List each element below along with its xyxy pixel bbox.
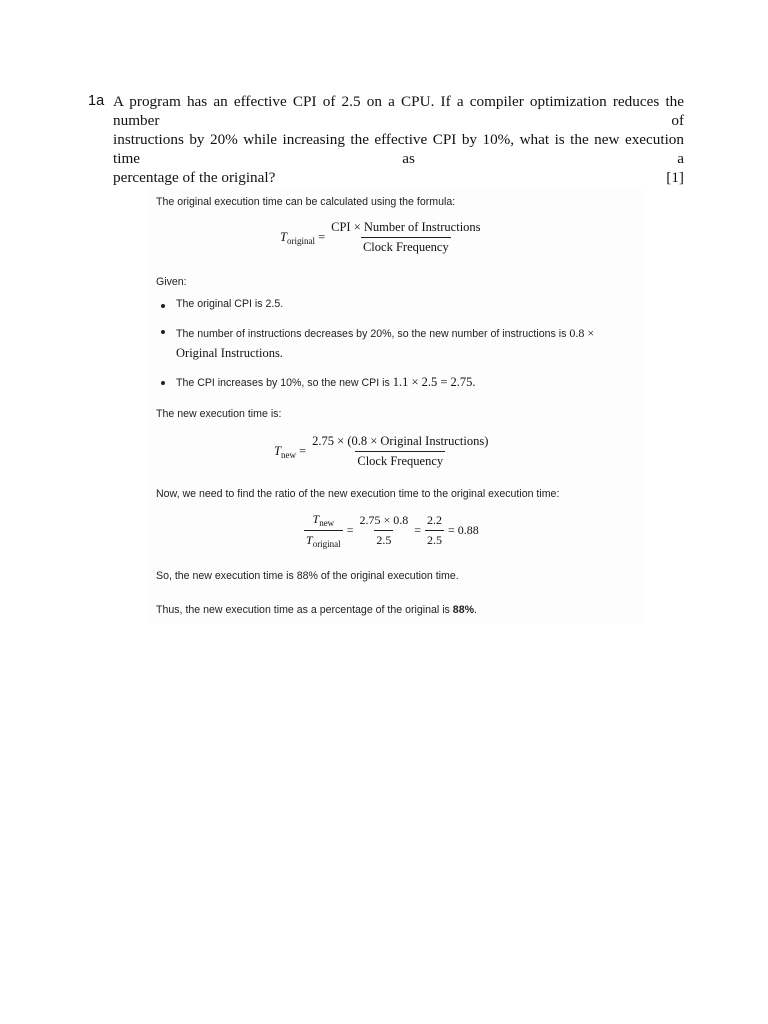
formula2-fraction — [310, 434, 490, 469]
question-line-2: instructions by 20% while increasing the effective CPI by 10%, what is the new execution time as a — [113, 131, 684, 167]
formula1-fraction — [329, 220, 482, 255]
formula3-simplified-fraction: $\frac{2.2}{2.5}$ — [427, 513, 443, 547]
given-item-instructions: The number of instructions decreases by 20%, so the new number of instructions is 0.8 × Original Instructions. — [158, 324, 594, 364]
final-answer-value: 88% — [452, 604, 474, 616]
conclusion-2: Thus, the new execution time as a percentage of the original is 88%. — [156, 604, 477, 616]
formula3-result: = 0.88 — [448, 523, 479, 537]
given-label: Given: — [156, 276, 187, 288]
question-text — [113, 92, 684, 187]
given-list — [158, 298, 594, 390]
formula2-denominator: Clock Frequency — [355, 451, 445, 469]
formula1-lhs: $T_{original}$ = — [280, 229, 326, 246]
conclusion-1: So, the new execution time is 88% of the original execution time. — [156, 570, 459, 582]
answer-intro: The original execution time can be calculated using the formula: — [156, 196, 456, 208]
question-block — [88, 92, 684, 187]
answer-block — [148, 186, 646, 624]
formula3-ratio-fraction: $\frac{T_{new}}{T_{original}}$ — [306, 512, 341, 549]
formula1-denominator: Clock Frequency — [361, 237, 451, 255]
formula-ratio: $\frac{T_{new}}{T_{original}}$ = $\frac{2.75 \times 0.8}{2.5}$ = $\frac{2.2}{2.5}$ = 0.88 — [306, 512, 479, 549]
question-line-3 — [113, 168, 684, 187]
question-line-1: A program has an effective CPI of 2.5 on a CPU. If a compiler optimization reduces the number of — [113, 93, 684, 129]
given-item-cpi: The original CPI is 2.5. — [158, 298, 594, 310]
formula2-lhs: $T_{new}$ = — [274, 443, 307, 460]
given-item-cpi-increase: The CPI increases by 10%, so the new CPI is 1.1 × 2.5 = 2.75. — [158, 375, 594, 390]
formula1-numerator: CPI × Number of Instructions — [331, 220, 481, 234]
question-number: 1a — [88, 93, 105, 109]
question-line-3-text: percentage of the original? — [113, 169, 276, 186]
formula2-numerator: 2.75 × (0.8 × Original Instructions) — [312, 434, 489, 448]
ratio-intro: Now, we need to find the ratio of the new execution time to the original execution time: — [156, 488, 560, 500]
question-marks: [1] — [666, 169, 684, 186]
formula-original-time — [280, 220, 487, 255]
formula3-product-fraction: $\frac{2.75 \times 0.8}{2.5}$ — [359, 513, 409, 547]
new-time-label: The new execution time is: — [156, 408, 282, 420]
formula-new-time — [274, 434, 494, 469]
